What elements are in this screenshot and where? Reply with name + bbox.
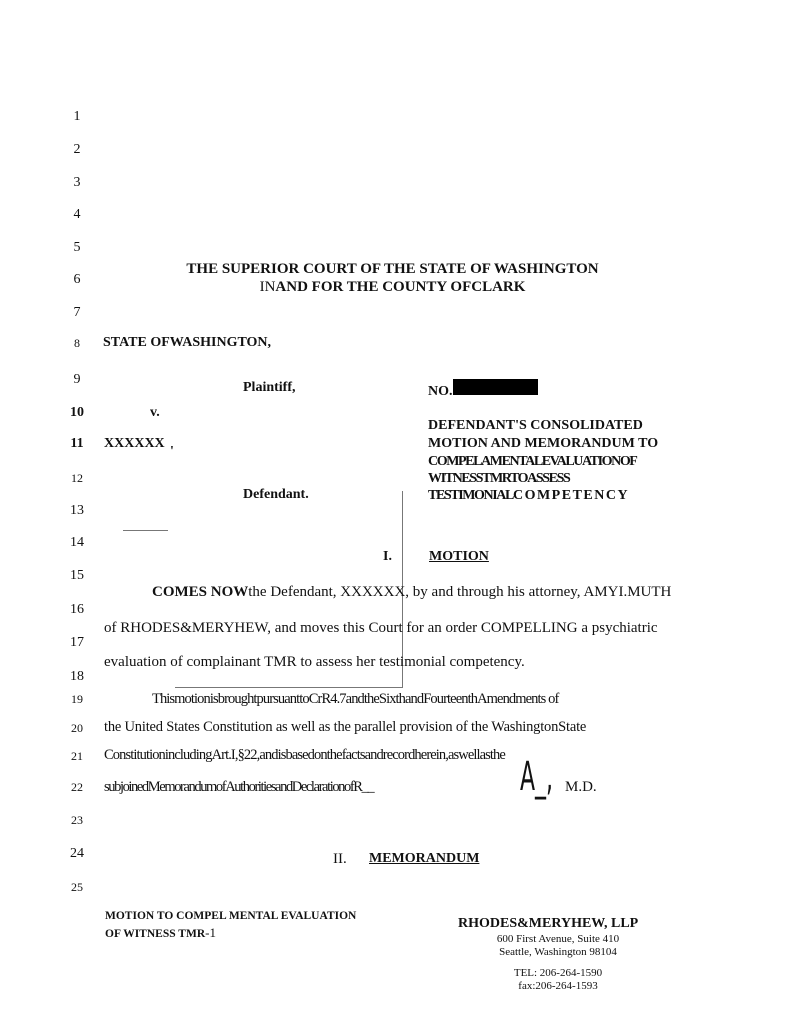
line-number-24: 24 bbox=[70, 846, 84, 861]
line-number-25: 25 bbox=[71, 880, 83, 894]
case-number-redaction bbox=[453, 379, 538, 395]
line-number-18: 18 bbox=[70, 669, 84, 684]
paragraph-2-line-1: ThismotionisbroughtpursuanttoCrR4.7andtheSixthandFourteenthAmendments of bbox=[152, 691, 559, 707]
versus-label: v. bbox=[150, 405, 160, 420]
paragraph-2-line-4-b: M.D. bbox=[565, 779, 597, 795]
line-number-21: 21 bbox=[71, 749, 83, 763]
line-number-15: 15 bbox=[70, 568, 84, 583]
line-number-11: 11 bbox=[70, 436, 84, 451]
defendant-mark: ' bbox=[170, 444, 174, 459]
line-number-23: 23 bbox=[71, 813, 83, 827]
line-number-8: 8 bbox=[74, 336, 80, 350]
line-number-1: 1 bbox=[73, 109, 81, 124]
case-number-label: NO. bbox=[428, 384, 453, 399]
section-2-numeral: II. bbox=[333, 851, 347, 867]
doc-title-line-2: MOTION AND MEMORANDUM TO bbox=[428, 436, 659, 451]
defendant-label: Defendant. bbox=[243, 487, 309, 502]
caption-short-rule bbox=[123, 530, 168, 531]
footer-fax: fax:206-264-1593 bbox=[518, 980, 598, 992]
doc-title-line-3: COMPELAMENTALEVALUATIONOF bbox=[428, 454, 637, 469]
paragraph-1-line-2: of RHODES&MERYHEW, and moves this Court for an order COMPELLING a psychiatric bbox=[104, 620, 658, 636]
footer-address-1: 600 First Avenue, Suite 410 bbox=[496, 933, 620, 945]
line-number-16: 16 bbox=[70, 602, 84, 617]
doc-title-line-5 bbox=[428, 488, 629, 504]
court-subtitle bbox=[0, 279, 785, 296]
doc-title-line-5-a: TESTIMONIAL bbox=[428, 488, 513, 503]
line-number-17: 17 bbox=[70, 635, 84, 650]
plaintiff-name: STATE OFWASHINGTON, bbox=[103, 335, 272, 350]
line-number-22: 22 bbox=[71, 780, 83, 794]
paragraph-1-line-3: evaluation of complainant TMR to assess her testimonial competency. bbox=[104, 654, 525, 670]
footer-caption-line-1: MOTION TO COMPEL MENTAL EVALUATION bbox=[105, 910, 357, 922]
line-number-5: 5 bbox=[73, 240, 81, 255]
footer-telephone: TEL: 206-264-1590 bbox=[513, 967, 603, 979]
handwritten-signature-initial: A_, bbox=[520, 754, 554, 800]
line-number-2: 2 bbox=[73, 142, 81, 157]
court-title: THE SUPERIOR COURT OF THE STATE OF WASHINGTON bbox=[186, 261, 599, 277]
paragraph-2-line-4-a: subjoinedMemorandumofAuthoritiesandDeclarationofR__ bbox=[104, 779, 374, 795]
line-number-7: 7 bbox=[73, 305, 81, 320]
defendant-name: XXXXXX bbox=[104, 436, 165, 451]
footer-caption-witness: OF WITNESS TMR bbox=[105, 928, 206, 940]
line-number-3: 3 bbox=[73, 175, 81, 190]
doc-title-line-5-b: COMPETENCY bbox=[512, 488, 630, 503]
section-1-heading: MOTION bbox=[429, 549, 489, 564]
footer-firm-name: RHODES&MERYHEW, LLP bbox=[458, 916, 639, 931]
line-number-4: 4 bbox=[73, 207, 81, 222]
paragraph-2-line-2: the United States Constitution as well as the parallel provision of the WashingtonState bbox=[104, 719, 587, 735]
line-number-19: 19 bbox=[71, 692, 83, 706]
doc-title-line-4: WITNESSTMRTOASSESS bbox=[428, 471, 570, 486]
line-number-13: 13 bbox=[70, 503, 84, 518]
line-number-20: 20 bbox=[71, 721, 83, 735]
comes-now-lead: COMES NOW bbox=[152, 584, 249, 600]
court-subtitle-rest: AND FOR THE COUNTY OFCLARK bbox=[275, 279, 526, 295]
line-number-10: 10 bbox=[70, 405, 84, 420]
paragraph-1-line-1-rest: the Defendant, XXXXXX, by and through his attorney, AMYI.MUTH bbox=[248, 584, 672, 600]
footer-address-2: Seattle, Washington 98104 bbox=[499, 946, 617, 958]
line-number-14: 14 bbox=[70, 535, 84, 550]
section-1-numeral: I. bbox=[383, 549, 392, 564]
footer-caption-line-2 bbox=[105, 925, 216, 941]
paragraph-2-line-3: ConstitutionincludingArt.I,§22,andisbasedonthefactsandrecordherein,aswellasthe bbox=[104, 747, 505, 763]
caption-horizontal-rule bbox=[175, 687, 403, 688]
line-number-12: 12 bbox=[71, 471, 83, 485]
line-number-9: 9 bbox=[73, 372, 81, 387]
footer-page-number: -1 bbox=[205, 925, 216, 940]
court-subtitle-prefix: IN bbox=[259, 279, 276, 295]
plaintiff-label: Plaintiff, bbox=[243, 380, 296, 395]
section-2-heading: MEMORANDUM bbox=[369, 851, 480, 866]
paragraph-1-line-1 bbox=[152, 584, 671, 601]
line-number-6: 6 bbox=[73, 272, 81, 287]
doc-title-line-1: DEFENDANT'S CONSOLIDATED bbox=[428, 418, 643, 433]
